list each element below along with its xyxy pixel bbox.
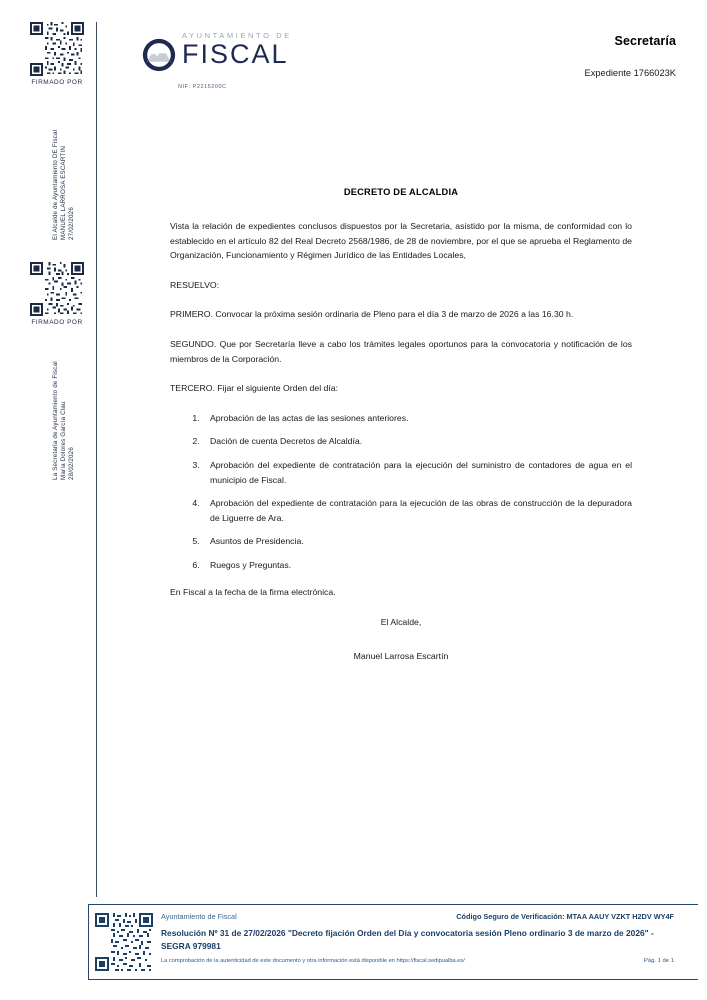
signature-name: María Dolores García Clau <box>60 401 67 480</box>
signature-qr-code-1 <box>30 22 84 76</box>
footer-top-row <box>161 912 688 921</box>
footer-verification-note: La comprobación de la autenticidad de este documento y otra información está disponible en https://fiscal.sedipualba.es/ <box>161 958 465 964</box>
document-page <box>110 22 690 661</box>
agenda-list <box>170 411 632 573</box>
document-title: DECRETO DE ALCALDIA <box>343 187 459 197</box>
logo-superscript: AYUNTAMIENTO DE <box>182 31 292 40</box>
signature-role: La Secretaria de Ayuntamiento de Fiscal <box>52 361 59 480</box>
signature-date: 28/02/2026 <box>68 447 75 480</box>
document-content <box>110 187 690 661</box>
footer-resolution-title: Resolución Nº 31 de 27/02/2026 "Decreto fijación Orden del Día y convocatoria sesión Pleno ordinario 3 de marzo de 2026" - SEGRA 979981 <box>161 928 654 951</box>
footer-bottom-row <box>161 958 688 964</box>
intro-paragraph: Vista la relación de expedientes conclusos dispuestos por la Secretaria, asistido por la misma, de conformidad con lo establecido en el artículo 82 del Real Decreto 2568/1986, de 28 de noviembre, por el que se aprueba el Reglamento de Organización, Funcionamiento y Régimen Jurídico de las Entidades Locales, <box>170 221 632 261</box>
document-footer <box>88 904 698 980</box>
nif-text: NIF: P2215200C <box>178 84 227 90</box>
list-item: 3. Aprobación del expediente de contratación para la ejecución del suministro de contadores de agua en el municipio de Fiscal. <box>202 458 632 487</box>
signature-qr-code-2 <box>30 262 84 316</box>
tercero-paragraph: TERCERO. Fijar el siguiente Orden del día: <box>170 383 339 394</box>
logo-wordmark <box>182 32 292 68</box>
list-item: 5. Asuntos de Presidencia. <box>202 534 632 549</box>
footer-page-number: Pág. 1 de 1 <box>643 958 674 964</box>
signature-caption: FIRMADO POR <box>31 79 83 86</box>
footer-text-area <box>159 905 698 979</box>
signature-date: 27/02/2026 <box>68 207 75 240</box>
signature-block-secretaria <box>22 262 96 482</box>
signature-role: El Alcalde de Ayuntamiento DE Fiscal <box>52 129 59 240</box>
list-item: 1. Aprobación de las actas de las sesiones anteriores. <box>202 411 632 426</box>
list-item: 6. Ruegos y Preguntas. <box>202 558 632 573</box>
closing-line: En Fiscal a la fecha de la firma electrónica. <box>170 586 336 597</box>
section-title: Secretaría <box>614 34 676 48</box>
signature-vertical-text-group <box>22 92 92 242</box>
footer-verification-qr-code <box>95 913 153 971</box>
logo-main-text: FISCAL <box>182 38 289 69</box>
signature-name: MANUEL LARROSA ESCARTIN <box>60 146 67 240</box>
expediente-number: Expediente 1766023K <box>584 68 676 78</box>
footer-organization: Ayuntamiento de Fiscal <box>161 912 237 921</box>
mountain-seal-icon <box>142 38 176 72</box>
list-item: 4. Aprobación del expediente de contratación para la ejecución de las obras de construcción de la depuradora de Liguerre de Ara. <box>202 496 632 525</box>
header-right-block <box>585 34 677 78</box>
signoff-name: Manuel Larrosa Escartín <box>353 650 449 661</box>
signature-margin-rail <box>22 22 96 902</box>
signature-caption: FIRMADO POR <box>31 319 83 326</box>
footer-csv-code: Código Seguro de Verificación: MTAA AAUY VZKT H2DV WY4F <box>456 912 674 921</box>
signature-vertical-text-group <box>22 332 92 482</box>
signoff-role: El Alcalde, <box>380 616 422 627</box>
list-item: 2. Dación de cuenta Decretos de Alcaldía. <box>202 434 632 449</box>
primero-paragraph: PRIMERO. Convocar la próxima sesión ordinaria de Pleno para el día 3 de marzo de 2026 a las 16.30 h. <box>170 309 574 320</box>
segundo-paragraph: SEGUNDO. Que por Secretaría lleve a cabo los trámites legales oportunos para la convocatoria y notificación de los miembros de la Corporación. <box>170 338 632 364</box>
municipality-logo <box>142 32 292 72</box>
resuelvo-heading: RESUELVO: <box>170 279 220 290</box>
signature-block-alcalde <box>22 22 96 242</box>
document-header <box>110 22 690 102</box>
margin-divider-line <box>96 22 97 897</box>
